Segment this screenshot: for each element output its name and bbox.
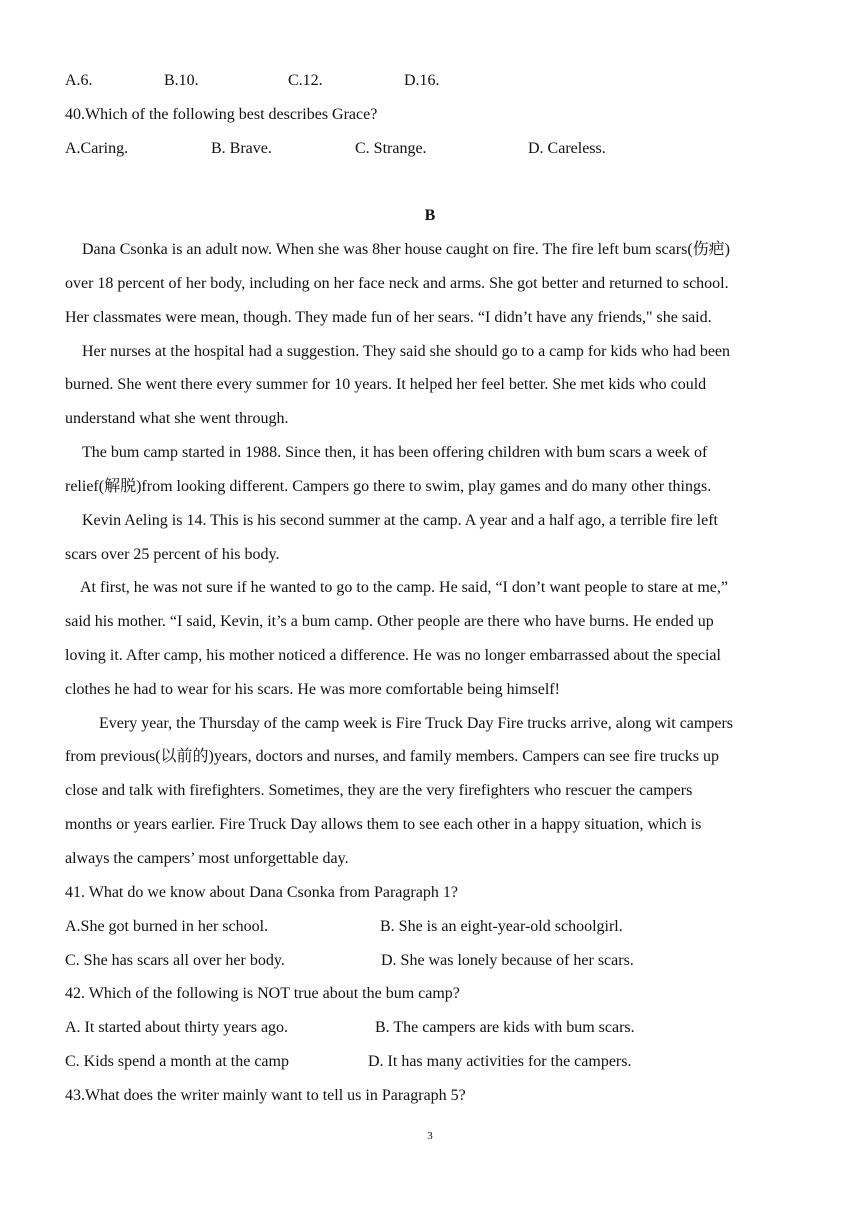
- q40-question: 40.Which of the following best describes Grace?: [65, 106, 378, 123]
- passage-line: Every year, the Thursday of the camp week is Fire Truck Day Fire trucks arrive, along wit campers: [99, 715, 733, 732]
- passage-line: At first, he was not sure if he wanted to go to the camp. He said, “I don’t want people to stare at me,”: [80, 579, 728, 596]
- q40-option-a: A.Caring.: [65, 140, 129, 157]
- passage-line: burned. She went there every summer for 10 years. It helped her feel better. She met kids who could: [65, 376, 707, 393]
- passage-line: clothes he had to wear for his scars. He was more comfortable being himself!: [65, 681, 560, 698]
- passage-line: loving it. After camp, his mother noticed a difference. He was no longer embarrassed about the special: [65, 647, 721, 664]
- q41-question: 41. What do we know about Dana Csonka from Paragraph 1?: [65, 884, 458, 901]
- passage-line: Dana Csonka is an adult now. When she was 8her house caught on fire. The fire left bum scars(伤疤): [82, 241, 730, 258]
- q42-question: 42. Which of the following is NOT true about the bum camp?: [65, 985, 460, 1002]
- passage-line: The bum camp started in 1988. Since then, it has been offering children with bum scars a week of: [82, 444, 708, 461]
- q41-option-a: A.She got burned in her school.: [65, 918, 269, 935]
- q39-option-a: A.6.: [65, 72, 93, 89]
- q40-option-c: C. Strange.: [355, 140, 427, 157]
- passage-line: Her classmates were mean, though. They made fun of her sears. “I didn’t have any friends," she said.: [65, 309, 712, 326]
- q40-option-d: D. Careless.: [528, 140, 606, 157]
- q42-option-b: B. The campers are kids with bum scars.: [375, 1019, 635, 1036]
- passage-line: relief(解脱)from looking different. Campers go there to swim, play games and do many other things.: [65, 478, 712, 495]
- q42-option-d: D. It has many activities for the campers.: [368, 1053, 632, 1070]
- q40-option-b: B. Brave.: [211, 140, 272, 157]
- q42-option-c: C. Kids spend a month at the camp: [65, 1053, 289, 1070]
- passage-line: from previous(以前的)years, doctors and nurses, and family members. Campers can see fire trucks up: [65, 748, 720, 765]
- q43-question: 43.What does the writer mainly want to tell us in Paragraph 5?: [65, 1087, 466, 1104]
- q39-option-c: C.12.: [288, 72, 323, 89]
- passage-line: close and talk with firefighters. Sometimes, they are the very firefighters who rescuer the campers: [65, 782, 693, 799]
- passage-line: over 18 percent of her body, including on her face neck and arms. She got better and returned to school.: [65, 275, 729, 292]
- section-heading: B: [424, 207, 436, 224]
- q41-option-d: D. She was lonely because of her scars.: [381, 952, 634, 969]
- passage-line: said his mother. “I said, Kevin, it’s a bum camp. Other people are there who have burns. He ended up: [65, 613, 714, 630]
- q39-option-b: B.10.: [164, 72, 199, 89]
- q41-option-c: C. She has scars all over her body.: [65, 952, 285, 969]
- passage-line: months or years earlier. Fire Truck Day allows them to see each other in a happy situation, which is: [65, 816, 702, 833]
- passage-line: scars over 25 percent of his body.: [65, 546, 280, 563]
- passage-line: Her nurses at the hospital had a suggestion. They said she should go to a camp for kids who had been: [82, 343, 731, 360]
- q41-option-b: B. She is an eight-year-old schoolgirl.: [380, 918, 623, 935]
- q39-option-d: D.16.: [404, 72, 440, 89]
- passage-line: always the campers’ most unforgettable day.: [65, 850, 349, 867]
- q42-option-a: A. It started about thirty years ago.: [65, 1019, 289, 1036]
- passage-line: Kevin Aeling is 14. This is his second summer at the camp. A year and a half ago, a terrible fire left: [82, 512, 718, 529]
- passage-line: understand what she went through.: [65, 410, 289, 427]
- page-number: 3: [427, 1130, 433, 1142]
